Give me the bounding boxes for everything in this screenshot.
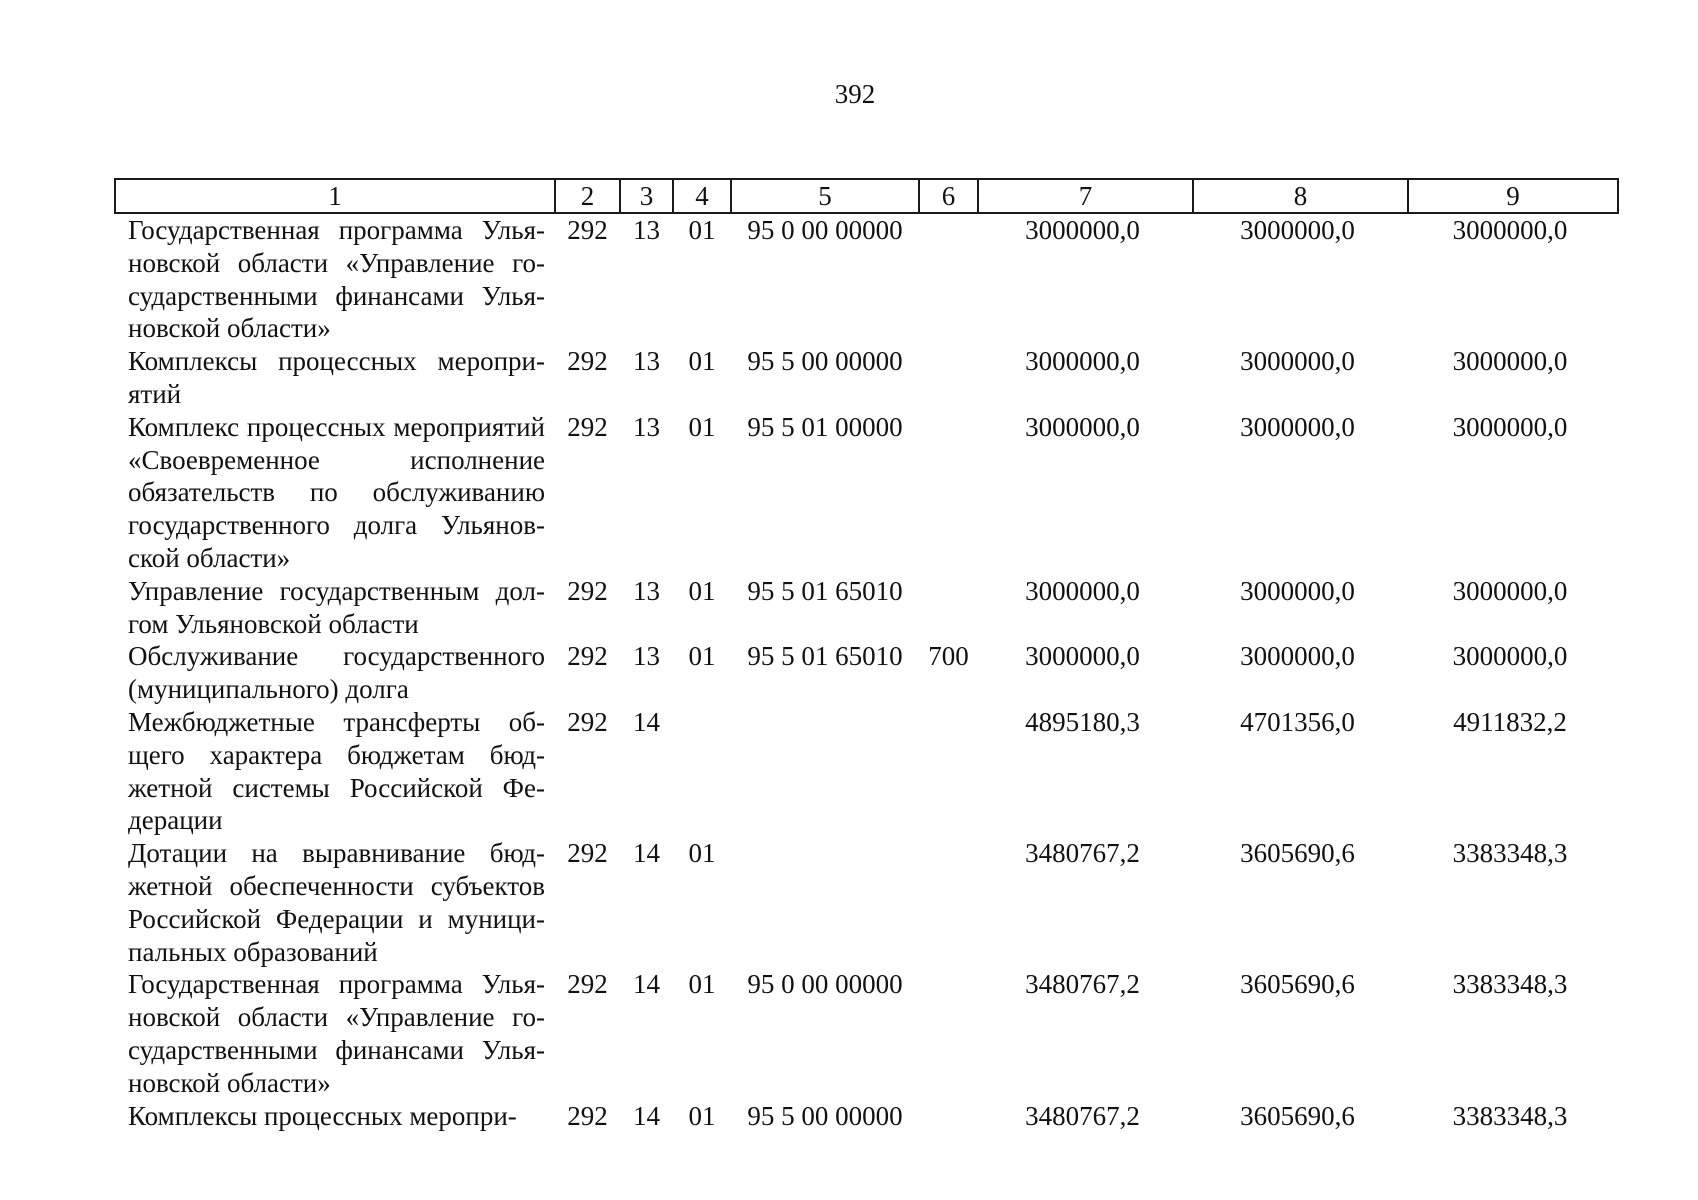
table-row: [115, 706, 1618, 837]
row-type: [919, 345, 978, 411]
row-type: [919, 411, 978, 575]
row-target: [731, 706, 919, 837]
row-target: 95 5 00 00000: [747, 1100, 903, 1131]
row-target: [731, 837, 919, 968]
column-header-9: 9: [1408, 179, 1618, 213]
table-row: [115, 837, 1618, 968]
table-row: [115, 411, 1618, 575]
row-value-8: 4701356,0: [1240, 706, 1355, 737]
table-row: [115, 345, 1618, 411]
row-type: [919, 837, 978, 968]
row-value-7: 3480767,2: [1025, 969, 1140, 1000]
row-value-8: 3000000,0: [1240, 575, 1355, 606]
row-subsection: 01: [688, 346, 716, 377]
row-type: [919, 968, 978, 1099]
row-type: [919, 706, 978, 837]
row-value-9: 3000000,0: [1452, 215, 1568, 245]
table-row: [115, 213, 1618, 345]
row-value-7: 3480767,2: [1025, 838, 1140, 869]
header-row: [115, 179, 1618, 213]
budget-table: [114, 178, 1619, 1132]
row-section: 13: [633, 641, 660, 672]
row-subsection: 01: [688, 838, 716, 869]
row-target: 95 0 00 00000: [747, 969, 903, 1000]
row-value-8: 3605690,6: [1240, 969, 1355, 1000]
row-target: 95 5 01 65010: [747, 641, 903, 672]
row-value-8: 3000000,0: [1240, 411, 1355, 442]
row-target: 95 5 01 00000: [747, 411, 903, 442]
row-subsection: 01: [688, 1100, 716, 1131]
row-section: 13: [633, 346, 660, 377]
column-header-3: 3: [620, 179, 673, 213]
table-row: [115, 640, 1618, 706]
row-name: Комплекс процессных мероприятий «Своевременное исполнение обязательств по обслуживанию государственного долга Ульяновской области»: [128, 411, 545, 573]
row-code: 292: [567, 969, 608, 1000]
row-type: [919, 575, 978, 641]
row-value-9: 3000000,0: [1452, 641, 1568, 672]
table-header: [115, 179, 1618, 213]
column-header-1: 1: [115, 179, 555, 213]
row-type: [919, 1100, 978, 1133]
row-code: 292: [567, 706, 608, 737]
row-section: 14: [633, 1100, 660, 1131]
row-subsection: [673, 706, 731, 837]
row-section: 13: [633, 411, 660, 442]
row-code: 292: [567, 346, 608, 377]
row-value-9: 4911832,2: [1453, 706, 1567, 737]
row-code: 292: [567, 641, 608, 672]
row-value-8: 3605690,6: [1240, 838, 1355, 869]
column-header-8: 8: [1193, 179, 1408, 213]
row-code: 292: [567, 215, 608, 245]
row-section: 13: [633, 575, 660, 606]
row-value-8: 3000000,0: [1240, 641, 1355, 672]
row-code: 292: [567, 575, 608, 606]
row-value-8: 3605690,6: [1240, 1100, 1355, 1131]
row-target: 95 0 00 00000: [747, 215, 903, 245]
row-value-9: 3383348,3: [1452, 1100, 1568, 1131]
row-value-7: 4895180,3: [1025, 706, 1140, 737]
row-value-9: 3000000,0: [1452, 346, 1568, 377]
column-header-4: 4: [673, 179, 731, 213]
row-value-9: 3383348,3: [1452, 838, 1568, 869]
row-name: Управление государственным долгом Ульяновской области: [128, 575, 545, 639]
column-header-2: 2: [555, 179, 620, 213]
row-type: [919, 213, 978, 345]
row-code: 292: [567, 838, 608, 869]
row-value-8: 3000000,0: [1240, 215, 1355, 245]
column-header-5: 5: [731, 179, 919, 213]
row-name: Комплексы процессных меропри-: [128, 1100, 517, 1131]
row-value-7: 3480767,2: [1025, 1100, 1140, 1131]
row-value-9: 3000000,0: [1452, 411, 1568, 442]
row-value-9: 3383348,3: [1452, 969, 1568, 1000]
row-section: 14: [633, 706, 660, 737]
table-row: [115, 968, 1618, 1099]
row-name: Обслуживание государственного (муниципального) долга: [128, 641, 545, 705]
row-subsection: 01: [688, 411, 716, 442]
row-section: 13: [633, 215, 660, 245]
row-value-8: 3000000,0: [1240, 346, 1355, 377]
row-subsection: 01: [688, 575, 716, 606]
row-code: 292: [567, 411, 608, 442]
row-name: Государственная программа Ульяновской области «Управление государственными финансами Ульяновской области»: [128, 969, 545, 1098]
row-value-7: 3000000,0: [1025, 215, 1140, 245]
row-name: Дотации на выравнивание бюджетной обеспеченности субъектов Российской Федерации и муниципальных образований: [128, 838, 545, 967]
row-target: 95 5 00 00000: [747, 346, 903, 377]
column-header-6: 6: [919, 179, 978, 213]
row-value-7: 3000000,0: [1025, 641, 1140, 672]
table-body: [115, 213, 1618, 1132]
row-section: 14: [633, 838, 660, 869]
row-value-7: 3000000,0: [1025, 346, 1140, 377]
row-name: Комплексы процессных мероприятий: [128, 346, 545, 409]
row-code: 292: [567, 1100, 608, 1131]
row-subsection: 01: [688, 641, 716, 672]
row-subsection: 01: [688, 969, 716, 1000]
table-row: [115, 1100, 1618, 1133]
table-row: [115, 575, 1618, 641]
row-target: 95 5 01 65010: [747, 575, 903, 606]
row-type: 700: [928, 641, 969, 672]
row-section: 14: [633, 969, 660, 1000]
page-number: 392: [834, 79, 876, 109]
column-header-7: 7: [978, 179, 1193, 213]
row-value-7: 3000000,0: [1025, 575, 1140, 606]
row-value-9: 3000000,0: [1452, 575, 1568, 606]
row-name: Межбюджетные трансферты общего характера бюджетам бюджетной системы Российской Федерации: [128, 706, 545, 836]
row-subsection: 01: [688, 215, 716, 245]
row-value-7: 3000000,0: [1025, 411, 1140, 442]
row-name: Государственная программа Ульяновской области «Управление государственными финансами Ульяновской области»: [128, 215, 545, 344]
